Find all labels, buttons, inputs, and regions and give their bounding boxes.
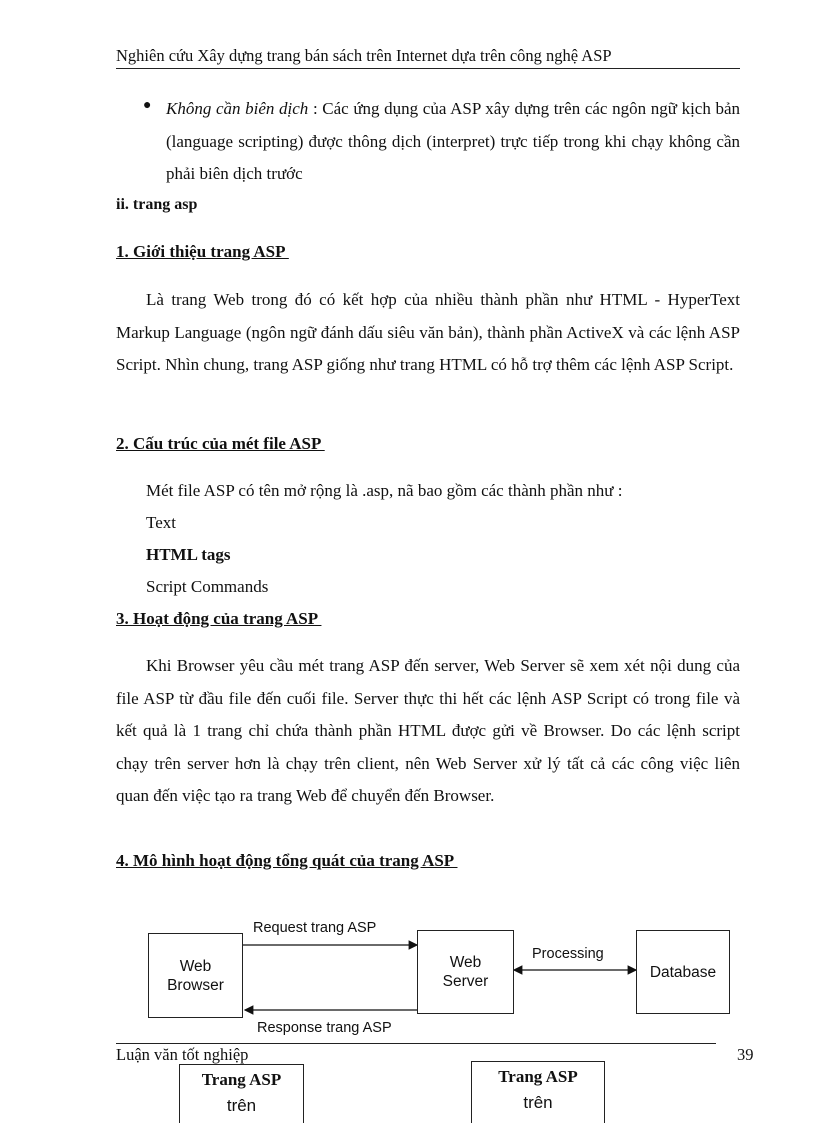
section-heading-ii: ii. trang asp (116, 196, 198, 213)
server-label-1: Web (449, 954, 482, 971)
web-server-box (417, 930, 514, 1014)
server-label-2: Server (442, 973, 489, 990)
page-number: 39 (737, 1045, 754, 1064)
section-2-intro: Mét file ASP có tên mở rộng là .asp, nã bao gồm các thành phần như : (146, 481, 623, 500)
request-label: Request trang ASP (253, 920, 377, 936)
page-header: Nghiên cứu Xây dựng trang bán sách trên Internet dựa trên công nghệ ASP (116, 46, 612, 65)
list-item: HTML tags (146, 545, 231, 564)
database-label: Database (649, 963, 717, 981)
section-heading-1: 1. Giới thiệu trang ASP (116, 242, 289, 261)
web-browser-box (148, 933, 243, 1018)
header-rule (116, 68, 740, 69)
list-item: Script Commands (146, 577, 269, 596)
section-1-paragraph: Là trang Web trong đó có kết hợp của nhiều thành phần như HTML - HyperText Markup Language (ngôn ngữ đánh dấu siêu văn bản), thành phần ActiveX và các lệnh ASP Script. Nhìn chung, trang ASP giống như trang HTML có hỗ trợ thêm các lệnh ASP Script. (116, 290, 740, 374)
footer-text: Luận văn tốt nghiệp (116, 1045, 249, 1064)
overflow-box-right (471, 1061, 605, 1123)
section-heading-3: 3. Hoạt động của trang ASP (116, 609, 322, 628)
section-3-paragraph: Khi Browser yêu cầu mét trang ASP đến server, Web Server sẽ xem xét nội dung của file ASP từ đầu file đến cuối file. Server thực thi hết các lệnh ASP Script có trong file và kết quả là 1 trang chỉ chứa thành phần HTML được gửi về Browser. Do các lệnh script chạy trên server hơn là chạy trên client, nên Web Server xử lý tất cả các công việc liên quan đến việc tạo ra trang Web để chuyển đến Browser. (116, 656, 740, 805)
processing-label: Processing (532, 946, 604, 962)
browser-label-1: Web (179, 957, 212, 975)
overflow-left-line-2: trên (226, 1096, 257, 1115)
bullet-dot: ● (143, 98, 152, 113)
bullet-paragraph (166, 93, 740, 191)
overflow-left-line-1: Trang ASP (201, 1070, 282, 1089)
section-heading-4: 4. Mô hình hoạt động tổng quát của trang ASP (116, 851, 458, 870)
footer-rule (116, 1043, 716, 1044)
section-heading-2: 2. Cấu trúc của mét file ASP (116, 434, 325, 453)
overflow-right-line-2: trên (523, 1093, 553, 1112)
bullet-body: : Các ứng dụng của ASP xây dựng trên các ngôn ngữ kịch bản (language scripting) được thông dịch (interpret) trực tiếp trong khi chạy không cần phải biên dịch trước (166, 99, 741, 183)
browser-label-2: Browser (167, 976, 224, 994)
overflow-right-line-1: Trang ASP (498, 1067, 578, 1086)
response-label: Response trang ASP (257, 1020, 392, 1036)
database-box (636, 930, 730, 1014)
list-item: Text (146, 513, 176, 532)
bullet-term: Không cần biên dịch (166, 99, 309, 118)
overflow-box-left (179, 1064, 304, 1123)
